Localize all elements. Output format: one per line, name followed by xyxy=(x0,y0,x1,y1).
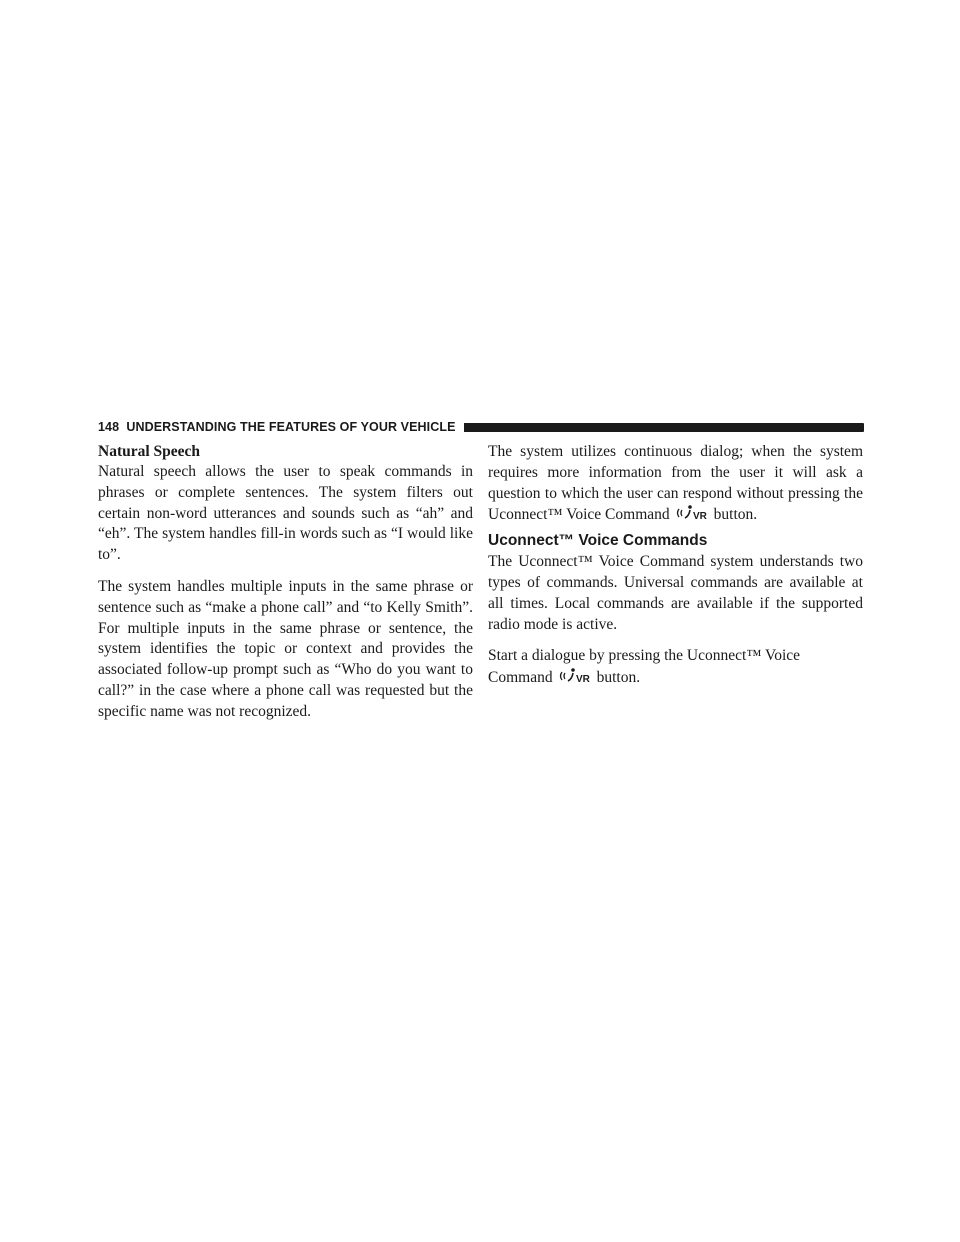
vr-icon-label: VR xyxy=(575,674,590,686)
page-number-and-section xyxy=(98,420,456,434)
voice-command-icon xyxy=(559,667,593,685)
vr-icon-label: VR xyxy=(692,511,707,523)
continuous-dialog-text: The system utilizes continuous dialog; when the system requires more information from the user it will ask a question to which the user can respond without pressing the Uconnect™ Voice Command xyxy=(488,443,863,524)
page-header xyxy=(98,418,864,436)
start-dialogue-button-word: button. xyxy=(596,669,641,687)
section-title: UNDERSTANDING THE FEATURES OF YOUR VEHICLE xyxy=(126,420,456,434)
natural-speech-heading: Natural Speech xyxy=(98,443,201,460)
voice-command-icon xyxy=(676,504,710,522)
natural-speech-paragraph-1: Natural speech allows the user to speak commands in phrases or complete sentences. The system filters out certain non-word utterances and sounds such as “ah” and “eh”. The system handles fill-in words such as “I would like to”. xyxy=(98,463,473,564)
left-column xyxy=(98,442,473,723)
start-dialogue-text: Start a dialogue by pressing the Uconnect™ Voice Command xyxy=(488,647,801,687)
continuous-dialog-button-word: button. xyxy=(713,506,758,524)
right-column xyxy=(488,442,863,689)
command-types-paragraph: The Uconnect™ Voice Command system understands two types of commands. Universal commands are available at all times. Local commands are available if the supported radio mode is active. xyxy=(488,553,863,633)
voice-commands-heading: Uconnect™ Voice Commands xyxy=(488,532,708,550)
header-rule xyxy=(464,423,864,432)
page-number: 148 xyxy=(98,420,120,434)
continuous-dialog-paragraph xyxy=(488,442,863,526)
natural-speech-paragraph-2: The system handles multiple inputs in the same phrase or sentence such as “make a phone call” and “to Kelly Smith”. For multiple inputs in the same phrase or sentence, the system identifies the topic or context and provides the associated follow-up prompt such as “Who do you want to call?” in the case where a phone call was requested but the specific name was not recognized. xyxy=(98,577,473,720)
start-dialogue-paragraph xyxy=(488,646,863,689)
